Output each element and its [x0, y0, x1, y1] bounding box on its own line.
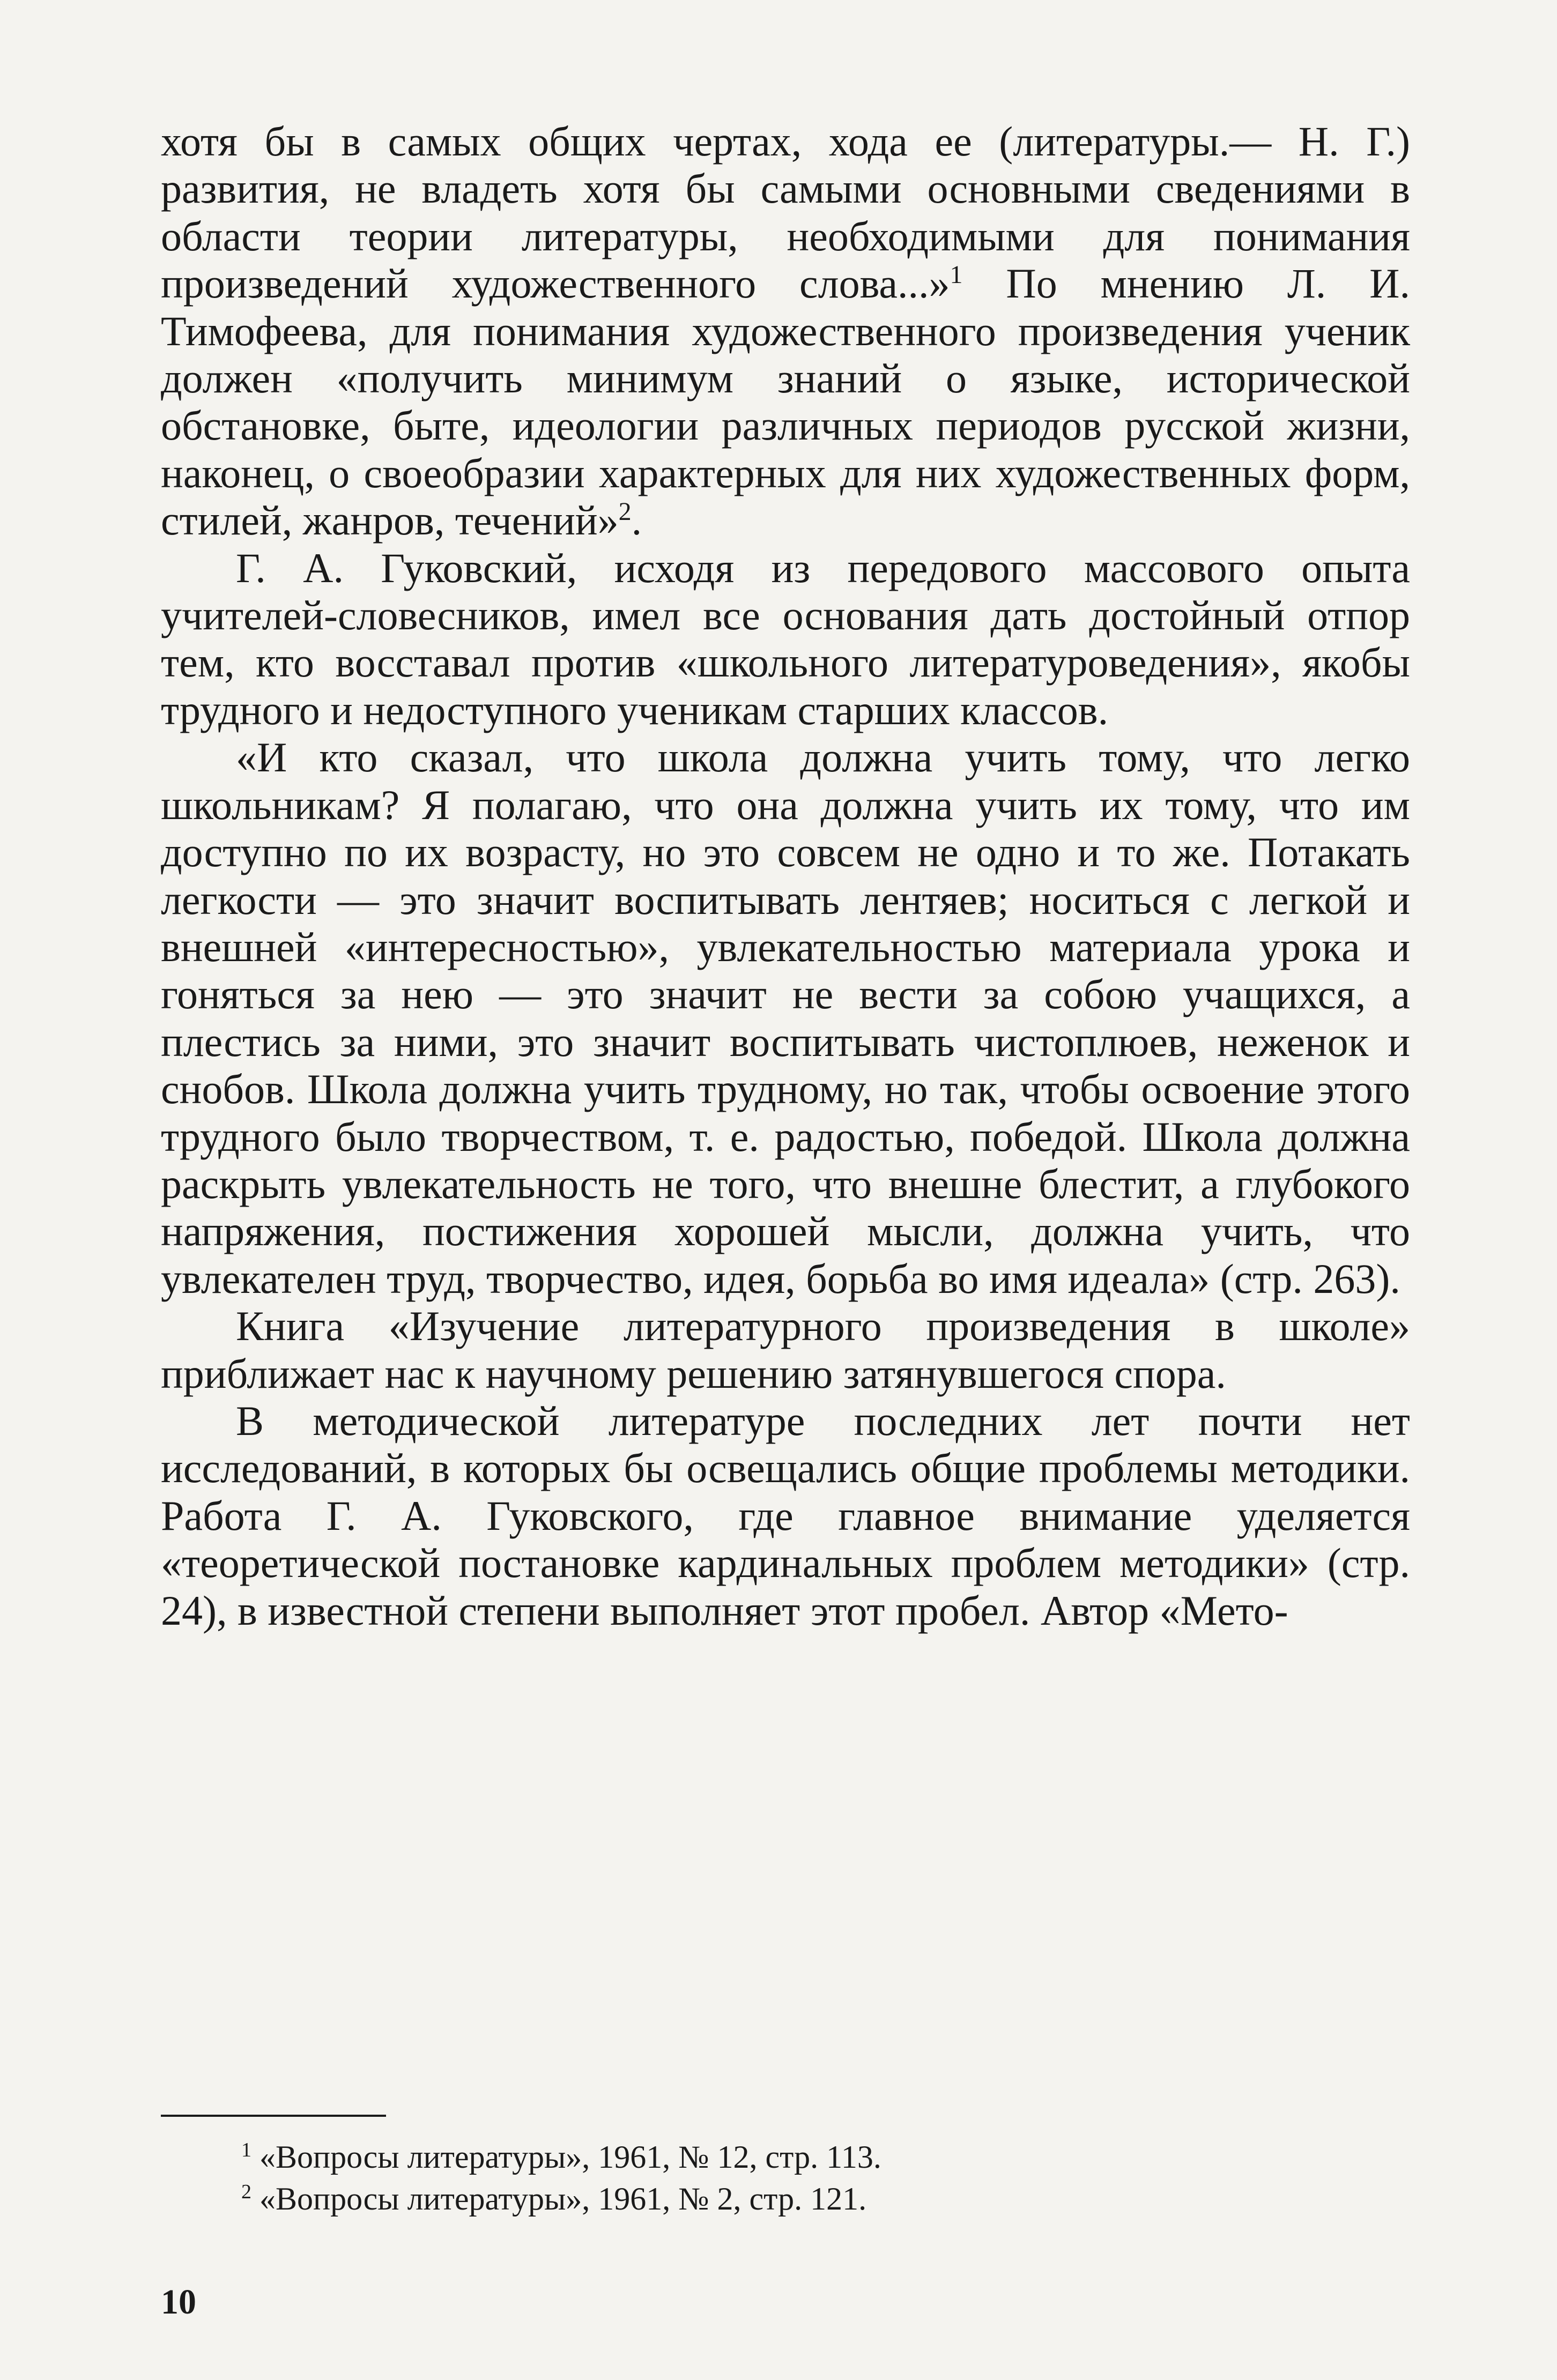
paragraph-3-quote: «И кто сказал, что школа должна учить тому, что легко школьникам? Я полагаю, что она должна учить их тому, что им доступно по их возрасту, но это совсем не одно и то же. Потакать легкости — это значит воспитывать лентяев; носиться с легкой и внешней «интересностью», увлекательностью материала урока и гоняться за нею — это значит не вести за собою учащихся, а плестись за ними, это значит воспитывать чистоплюев, неженок и снобов. Школа должна учить трудному, но так, чтобы освоение этого трудного было творчеством, т. е. радостью, победой. Школа должна раскрыть увлекательность не того, что внешне блестит, а глубокого напряжения, постижения хорошей мысли, должна учить, что увлекателен труд, творчество, идея, борьба во имя идеала» (стр. 263). — [161, 734, 1410, 1302]
page-number: 10 — [161, 2282, 196, 2322]
paragraph-1 — [161, 118, 1410, 545]
footnote-1 — [241, 2136, 1410, 2178]
page-body — [161, 118, 1410, 1634]
footnote-divider — [161, 2115, 386, 2117]
footnotes — [161, 2136, 1410, 2220]
footnote-2 — [241, 2178, 1410, 2220]
footnote-1-text: «Вопросы литературы», 1961, № 12, стр. 113. — [260, 2139, 881, 2175]
footnote-ref-2: 2 — [618, 497, 632, 526]
footnote-2-mark: 2 — [241, 2181, 251, 2203]
paragraph-5: В методической литературе последних лет почти нет исследований, в которых бы освещались общие проблемы методики. Работа Г. А. Гуковского, где главное внимание уделяется «теоретической постановке кардинальных проблем методики» (стр. 24), в известной степени выполняет этот пробел. Автор «Мето- — [161, 1397, 1410, 1634]
paragraph-1-end: . — [631, 497, 642, 544]
paragraph-1-continuation: По мнению Л. И. Тимофеева, для понимания художественного произведения ученик должен «получить минимум знаний о языке, исторической обстановке, быте, идеологии различных периодов русской жизни, наконец, о своеобразии характерных для них художественных форм, стилей, жанров, течений» — [161, 260, 1410, 544]
footnote-ref-1: 1 — [950, 261, 963, 289]
paragraph-1-text: хотя бы в самых общих чертах, хода ее (литературы.— Н. Г.) развития, не владеть хотя бы самыми основными сведениями в области теории литературы, необходимыми для понимания произведений художественного слова...» — [161, 118, 1410, 307]
footnote-1-mark: 1 — [241, 2139, 251, 2161]
footnote-2-text: «Вопросы литературы», 1961, № 2, стр. 121. — [260, 2181, 867, 2217]
paragraph-4: Книга «Изучение литературного произведения в школе» приближает нас к научному решению затянувшегося спора. — [161, 1303, 1410, 1397]
paragraph-2: Г. А. Гуковский, исходя из передового массового опыта учителей-словесников, имел все основания дать достойный отпор тем, кто восставал против «школьного литературоведения», якобы трудного и недоступного ученикам старших классов. — [161, 544, 1410, 733]
